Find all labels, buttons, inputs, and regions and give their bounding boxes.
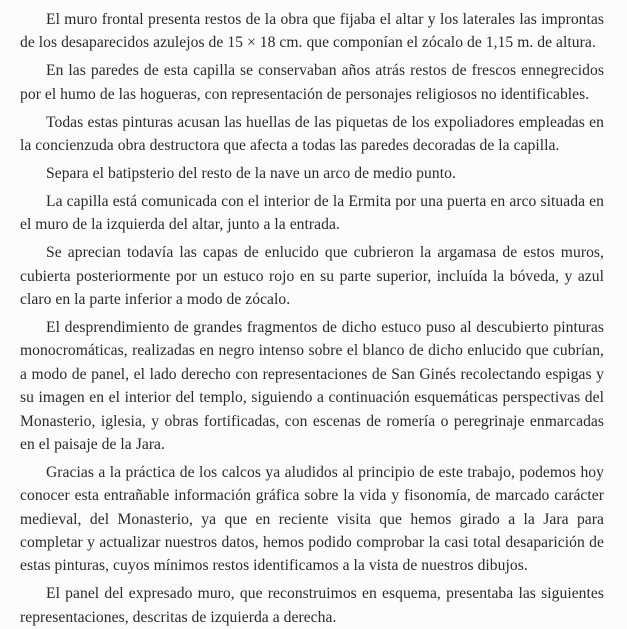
paragraph-altar-wall: El muro frontal presenta restos de la obra que fijaba el altar y los laterales las improntas de los desaparecidos azulejos de 15 × 18 cm. que componían el zócalo de 1,15 m. de altura.	[20, 11, 604, 52]
paragraph-plaster: Se aprecian todavía las capas de enlucido que cubrieron la argamasa de estos muros, cubierta posteriormente por un estuco rojo en su parte superior, incluída la bóveda, y azul claro en la parte inferior a modo de zócalo.	[20, 244, 604, 308]
paragraph-panel: El panel del expresado muro, que reconstruimos en esquema, presentaba las siguientes representaciones, descritas de izquierda a derecha.	[20, 585, 604, 626]
paragraph-frescoes: En las paredes de esta capilla se conservaban años atrás restos de frescos ennegrecidos por el humo de las hogueras, con representación de personajes religiosos no identificables.	[20, 62, 604, 103]
paragraph-arch: Separa el batipsterio del resto de la nave un arco de medio punto.	[46, 164, 456, 182]
paragraph-damage: Todas estas pinturas acusan las huellas de las piquetas de los expoliadores empleadas en la concienzuda obra destructora que afecta a todas las paredes decoradas de la capilla.	[20, 113, 604, 155]
document-page	[20, 8, 604, 629]
paragraph-tracings: Gracias a la práctica de los calcos ya aludidos al principio de este trabajo, podemos hoy conocer esta entrañable información gráfica sobre la vida y fisonomía, de marcado carácter medieval, del Monasterio, ya que en reciente visita que hemos girado a la Jara para completar y actualizar nuestros datos, hemos podido comprobar la casi total desaparición de estas pinturas, cuyos mínimos restos identificamos a la vista de nuestros dibujos.	[20, 463, 604, 575]
paragraph-door: La capilla está comunicada con el interior de la Ermita por una puerta en arco situada en el muro de la izquierda del altar, junto a la entrada.	[20, 192, 604, 234]
paragraph-paintings: El desprendimiento de grandes fragmentos de dicho estuco puso al descubierto pinturas monocromáticas, realizadas en negro intenso sobre el blanco de dicho enlucido que cubrían, a modo de panel, el lado derecho con representaciones de San Ginés recolectando espigas y su imagen en el interior del templo, siguiendo a continuación esquemáticas perspectivas del Monasterio, iglesia, y obras fortificadas, con escenas de romería o peregrinaje enmarcadas en el paisaje de la Jara.	[20, 318, 604, 453]
